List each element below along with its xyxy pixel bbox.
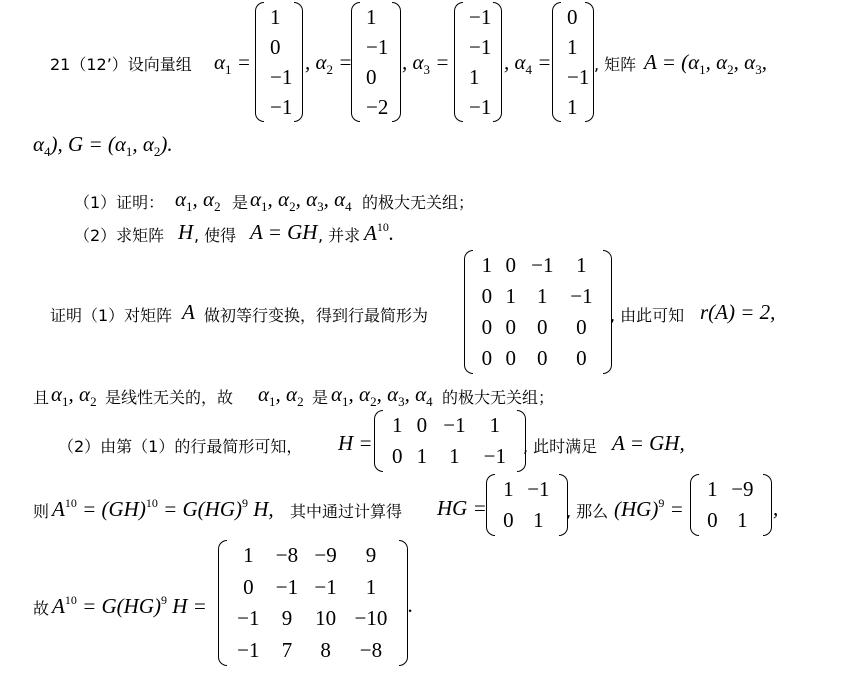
sol-p1-line2-d: 的极大无关组； [442, 388, 555, 407]
matrix-entry: 1 [243, 543, 254, 568]
vector-row [362, 92, 392, 122]
rank-eq: r(A) = 2, [700, 300, 776, 324]
matrix-entry: 1 [533, 508, 544, 532]
vector-entry: −1 [469, 94, 492, 119]
matrix-entry: −1 [570, 284, 593, 308]
matrix-entry: 0 [707, 508, 718, 532]
matrix-entry: −1 [237, 637, 260, 662]
sol-p1-line2-math2: $\alpha_1$, $\alpha_2$ [258, 382, 304, 409]
vector-entry: 0 [366, 64, 377, 89]
sol-p1-line2-a: 且 [33, 388, 50, 407]
vector-entry: 0 [567, 4, 578, 29]
matrix-row [701, 474, 761, 505]
q2-eq: A = GH [250, 220, 318, 244]
sol-p3-prefix: 则 [33, 502, 50, 521]
vector-row [266, 62, 296, 92]
vector-row [563, 92, 593, 122]
matrix-entry: 10 [315, 606, 337, 631]
vector-entry: −1 [469, 4, 492, 29]
vector-row [563, 62, 593, 92]
matrix-entry: −8 [359, 637, 383, 662]
sol-p2-eq: A = GH, [612, 431, 685, 455]
vector-row [465, 2, 495, 32]
alpha4-label: , $\alpha_4$ = [504, 50, 552, 77]
comma: , [773, 496, 779, 520]
matrix-entry: −1 [531, 253, 554, 277]
H-matrix [374, 410, 526, 472]
vector-entry: 1 [567, 94, 578, 119]
vector-row [362, 2, 392, 32]
matrix-entry: 1 [416, 444, 428, 468]
A10-matrix [218, 540, 408, 666]
q2-A10: $A^{10}$. [364, 220, 395, 245]
vector-entry: −2 [366, 94, 389, 119]
HG9-matrix [690, 474, 772, 536]
q2-suffix: , 并求 [318, 226, 361, 245]
matrix-entry: 1 [576, 253, 587, 277]
matrix-entry: −1 [483, 444, 506, 468]
matrix-entry: −10 [354, 606, 388, 631]
matrix-entry: 1 [503, 477, 514, 501]
matrix-entry: 1 [449, 444, 460, 468]
sol-p3-then: , 那么 [566, 502, 609, 521]
sol-p1-prefix: 证明（1）对矩阵 [50, 306, 173, 325]
q1-math-b: $\alpha_1$, $\alpha_2$, $\alpha_3$, $\alpha_4$ [250, 187, 352, 214]
vector-row [362, 32, 392, 62]
sol-p1-line2-b: 是线性无关的，故 [105, 388, 234, 407]
vector-row [465, 62, 495, 92]
sol-p2-suffix: , 此时满足 [523, 437, 598, 456]
matrix-entry: 0 [243, 574, 254, 599]
matrix-entry: 0 [505, 346, 517, 370]
matrix-row [701, 505, 761, 536]
sol-p4-eq: $A^{10} = G(HG)^9$ H = [52, 593, 207, 618]
vector-row [266, 92, 296, 122]
vector-row [563, 32, 593, 62]
matrix-entry: 0 [416, 413, 428, 437]
alpha1-label: $\alpha_1$ = [214, 50, 251, 77]
HG-matrix [486, 474, 568, 536]
matrix-entry: 0 [576, 346, 587, 370]
q2-prefix: （2）求矩阵 [74, 226, 165, 245]
matrix-entry: −1 [527, 477, 550, 501]
vector-entry: 1 [366, 4, 377, 29]
matrix-entry: 0 [503, 508, 514, 532]
vector-row [465, 92, 495, 122]
vector-entry: −1 [270, 94, 293, 119]
matrix-entry: 7 [281, 637, 293, 662]
vector-entry: 1 [270, 4, 281, 29]
matrix-row [229, 603, 397, 635]
matrix-entry: 1 [537, 284, 548, 308]
matrix-entry: −1 [443, 413, 466, 437]
sol-p1-line2-c: 是 [312, 388, 329, 407]
matrix-entry: 0 [481, 346, 493, 370]
HG-label: HG = [437, 496, 487, 520]
rref-matrix [464, 250, 612, 374]
q1-prefix: （1）证明： [74, 193, 165, 212]
matrix-entry: 9 [281, 606, 293, 631]
matrix-row [229, 635, 397, 667]
matrix-entry: 0 [481, 284, 493, 308]
matrix-row [497, 474, 557, 505]
matrix-entry: 1 [489, 413, 501, 437]
sol-p1-line2-math3: $\alpha_1$, $\alpha_2$, $\alpha_3$, $\alpha_4$ [331, 382, 433, 409]
matrix-entry: 1 [707, 477, 718, 501]
vector-row [465, 32, 495, 62]
vector-alpha3 [454, 2, 502, 122]
vector-entry: 1 [567, 34, 578, 59]
matrix-entry: 0 [576, 315, 587, 339]
alpha2-label: , $\alpha_2$ = [305, 50, 353, 77]
matrix-entry: 0 [537, 346, 548, 370]
HG9-label: (HG)$^9$ = [614, 496, 684, 521]
vector-entry: 1 [469, 64, 480, 89]
vector-entry: −1 [366, 34, 389, 59]
vector-row [563, 2, 593, 32]
matrix-entry: −8 [275, 543, 299, 568]
q2-mid: , 使得 [194, 226, 237, 245]
matrix-entry: −1 [314, 574, 337, 599]
matrix-entry: 0 [505, 253, 517, 277]
vector-row [266, 32, 296, 62]
sol-p1-A: A [182, 300, 195, 324]
matrix-entry: −1 [275, 574, 299, 599]
vector-row [266, 2, 296, 32]
q2-H: H [178, 220, 194, 244]
vector-entry: 0 [270, 34, 281, 59]
matrix-entry: −9 [731, 477, 754, 501]
matrix-row [475, 281, 601, 312]
matrix-row [497, 505, 557, 536]
matrix-entry: 1 [737, 508, 748, 532]
matrix-row [229, 572, 397, 604]
sol-p2-prefix: （2）由第（1）的行最简形可知， [58, 437, 303, 456]
alpha3-label: , $\alpha_3$ = [402, 50, 450, 77]
matrix-entry: 0 [505, 315, 517, 339]
sol-p3-mid: 其中通过计算得 [290, 502, 403, 521]
matrix-row [385, 410, 515, 441]
vector-entry: −1 [469, 34, 492, 59]
q1-math-a: $\alpha_1$, $\alpha_2$ [175, 187, 221, 214]
vector-entry: −1 [567, 64, 590, 89]
matrix-row [475, 312, 601, 343]
matrix-entry: 8 [320, 637, 331, 662]
matrix-entry: −9 [314, 543, 337, 568]
period: . [408, 593, 414, 617]
sol-p1-mid: 做初等行变换，得到行最简形为 [204, 306, 429, 325]
problem-number: 21（12’）设向量组 [50, 55, 192, 74]
def-G: $\alpha_4$), $G = (\alpha_1$, $\alpha_2$). [33, 132, 173, 159]
def-A: $A = (\alpha_1$, $\alpha_2$, $\alpha_3$, [644, 50, 767, 77]
vector-entry: −1 [270, 64, 293, 89]
vector-alpha1 [255, 2, 303, 122]
matrix-entry: 0 [392, 444, 403, 468]
matrix-entry: 0 [537, 315, 548, 339]
sol-p1-suffix: , 由此可知 [610, 306, 685, 325]
sol-p1-line2-math1: $\alpha_1$, $\alpha_2$ [51, 382, 97, 409]
matrix-row [229, 540, 397, 572]
sol-p3-eq: $A^{10} = (GH)^{10} = G(HG)^9$ H, [52, 496, 274, 521]
matrix-entry: 9 [365, 543, 377, 568]
q1-mid: 是 [232, 193, 249, 212]
matrix-row [475, 250, 601, 281]
H-label: H = [338, 431, 373, 455]
matrix-entry: 1 [481, 253, 493, 277]
vector-alpha2 [351, 2, 401, 122]
matrix-entry: 0 [481, 315, 493, 339]
vector-row [362, 62, 392, 92]
matrix-entry: −1 [237, 606, 260, 631]
matrix-entry: 1 [392, 413, 403, 437]
matrix-row [385, 441, 515, 472]
q1-suffix: 的极大无关组； [362, 193, 475, 212]
sol-p4-prefix: 故 [33, 599, 50, 618]
matrix-row [475, 343, 601, 374]
matrix-entry: 1 [505, 284, 517, 308]
matrix-entry: 1 [365, 574, 377, 599]
vector-alpha4 [552, 2, 594, 122]
matrix-word: , 矩阵 [594, 55, 637, 74]
